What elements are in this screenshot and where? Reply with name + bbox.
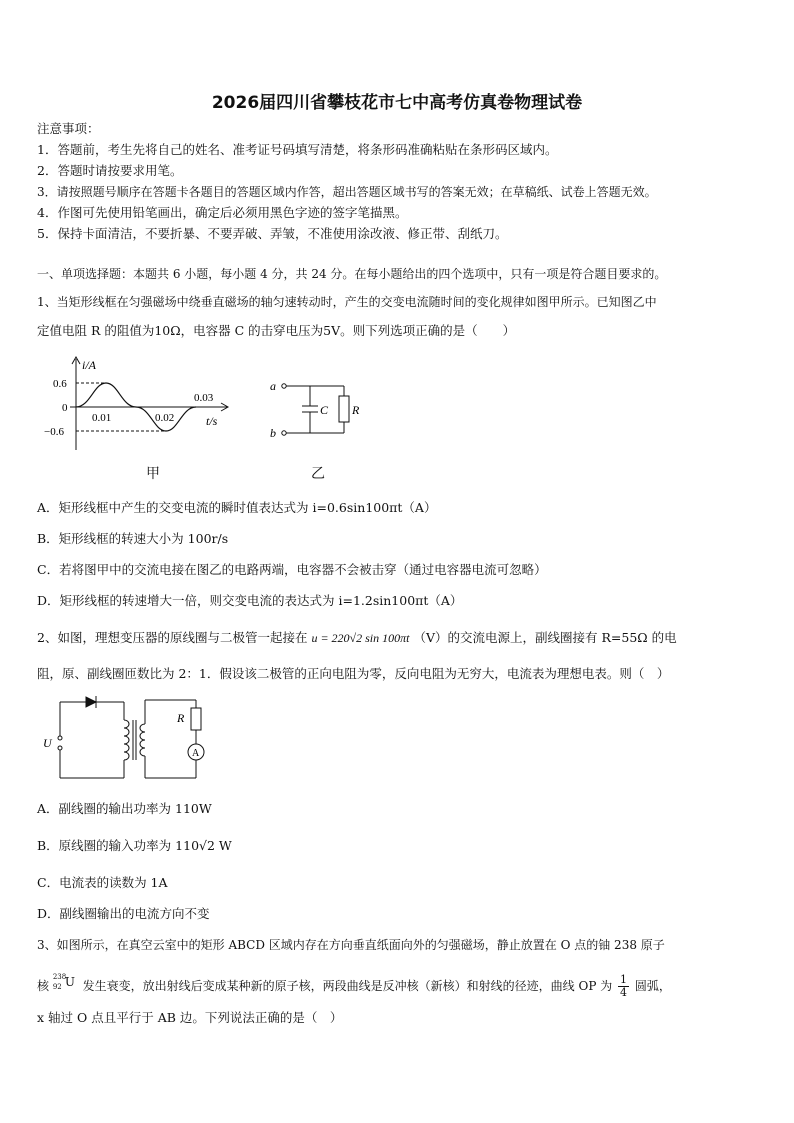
isotope-z: 92: [52, 983, 62, 991]
label-c: C: [320, 403, 329, 417]
source-terminal: [58, 746, 62, 750]
graph-xtick-2: 0.02: [155, 412, 175, 424]
q1-option-b: B．矩形线框的转速大小为 100r/s: [37, 531, 229, 546]
terminal-a: [282, 384, 286, 388]
q1-option-c: C．若将图甲中的交流电接在图乙的电路两端，电容器不会被击穿（通过电容器电流可忽略）: [37, 562, 547, 577]
q1-stem-line1: 1、当矩形线框在匀强磁场中绕垂直磁场的轴匀速转动时，产生的交变电流随时间的变化规律如图甲所示。已知图乙中: [37, 295, 657, 309]
fraction-quarter: [618, 974, 629, 999]
isotope-mass: 238: [52, 973, 67, 981]
q3-stem-part3: 圆弧，: [634, 979, 671, 993]
ammeter-label: A: [192, 748, 200, 759]
page-title: 2026届四川省攀枝花市七中高考仿真卷物理试卷: [211, 93, 583, 113]
notice-item: 3．请按照题号顺序在答题卡各题目的答题区域内作答，超出答题区域书写的答案无效；在草稿纸、试卷上答题无效。: [37, 185, 657, 199]
q2-stem-part2: （V）的交流电源上，副线圈接有 R=55Ω 的电: [413, 630, 677, 645]
graph-xtick-3: 0.03: [194, 392, 214, 404]
q2-stem-line1: [37, 630, 677, 646]
label-r: R: [177, 711, 185, 725]
q3-stem-part2: 发生衰变，放出射线后变成某种新的原子核，两段曲线是反冲核（新核）和射线的径迹，曲线 OP 为: [82, 979, 613, 993]
q2-option-c: C．电流表的读数为 1A: [37, 875, 168, 890]
source-terminal: [58, 736, 62, 740]
notice-item: 4．作图可先使用铅笔画出，确定后必须用黑色字迹的签字笔描黑。: [37, 205, 408, 220]
label-a: a: [270, 379, 276, 393]
figure-caption-yi: 乙: [311, 466, 325, 482]
q3-stem-line1: 3、如图所示，在真空云室中的矩形 ABCD 区域内存在方向垂直纸面向外的匀强磁场，静止放置在 O 点的铀 238 原子: [37, 938, 665, 952]
resistor: [339, 396, 349, 422]
primary-coil: [124, 720, 129, 760]
section-heading: 一、单项选择题：本题共 6 小题，每小题 4 分，共 24 分。在每小题给出的四个选项中，只有一项是符合题目要求的。: [37, 267, 667, 281]
graph-xlabel: t/s: [206, 414, 218, 428]
q2-option-d: D．副线圈输出的电流方向不变: [37, 906, 210, 921]
graph-ylabel: i/A: [82, 358, 96, 372]
q2-stem-part1: 2、如图，理想变压器的原线圈与二极管一起接在: [37, 630, 308, 645]
graph-ytick-pos: 0.6: [53, 378, 67, 390]
label-r: R: [352, 403, 360, 417]
q2-stem-line2: 阻，原、副线圈匝数比为 2：1．假设该二极管的正向电阻为零，反向电阻为无穷大，电流表为理想电表。则（ ）: [37, 666, 670, 681]
isotope-u238: [53, 974, 79, 990]
q3-stem-part1: 核: [37, 979, 50, 993]
q1-current-graph: [40, 355, 240, 455]
q2-formula: u = 220√2 sin 100πt: [311, 631, 410, 645]
figure-caption-jia: 甲: [146, 466, 160, 482]
q1-rc-circuit: [266, 376, 366, 446]
notice-item: 2．答题时请按要求用笔。: [37, 163, 183, 178]
notice-heading: 注意事项：: [37, 121, 100, 136]
label-u: U: [43, 736, 52, 750]
diode-triangle: [86, 697, 96, 707]
q1-option-a: A．矩形线框中产生的交变电流的瞬时值表达式为 i=0.6sin100πt（A）: [37, 500, 437, 515]
graph-ytick-neg: −0.6: [44, 426, 64, 438]
terminal-b: [282, 431, 286, 435]
q2-option-b: B．原线圈的输入功率为 110√2 W: [37, 838, 232, 853]
q1-stem-line2: 定值电阻 R 的阻值为10Ω，电容器 C 的击穿电压为5V。则下列选项正确的是（ ）: [37, 323, 516, 338]
isotope-symbol: U: [64, 975, 75, 989]
fraction-numerator: 1: [620, 973, 628, 986]
q2-transformer-circuit: [40, 692, 210, 784]
q3-stem-line2: [37, 974, 671, 999]
resistor-r: [191, 708, 201, 730]
q3-stem-line3: x 轴过 O 点且平行于 AB 边。下列说法正确的是（ ）: [37, 1010, 343, 1025]
graph-xtick-1: 0.01: [92, 412, 112, 424]
q1-option-d: D．矩形线框的转速增大一倍，则交变电流的表达式为 i=1.2sin100πt（A）: [37, 593, 463, 608]
notice-item: 1．答题前，考生先将自己的姓名、准考证号码填写清楚，将条形码准确粘贴在条形码区域内。: [37, 142, 558, 157]
label-b: b: [270, 426, 276, 440]
graph-ytick-zero: 0: [62, 402, 68, 414]
secondary-coil: [140, 724, 145, 756]
q2-option-a: A．副线圈的输出功率为 110W: [37, 801, 212, 816]
notice-item: 5．保持卡面清洁，不要折暴、不要弄破、弄皱，不准使用涂改液、修正带、刮纸刀。: [37, 226, 508, 241]
fraction-denominator: 4: [620, 986, 628, 999]
